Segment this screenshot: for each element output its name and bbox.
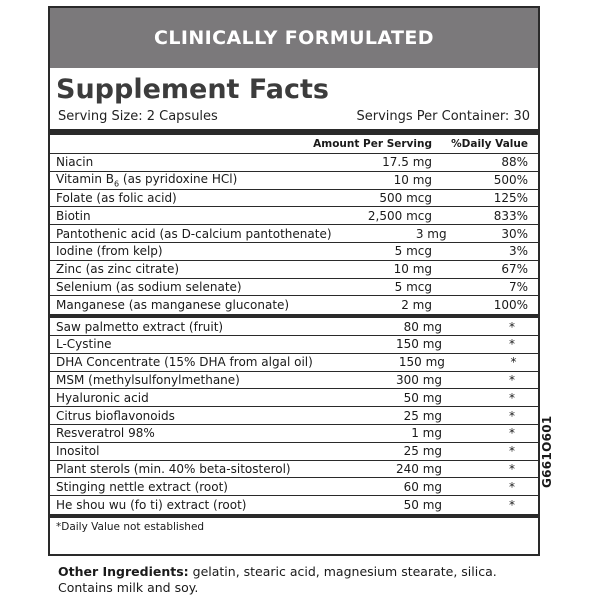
table-row: [50, 207, 538, 225]
other-ingredients-label: Other Ingredients:: [58, 564, 189, 579]
daily-value: *: [510, 355, 517, 370]
table-row: [50, 225, 538, 243]
nutrient-name: Plant sterols (min. 40% beta-sitosterol): [56, 461, 291, 476]
amount-value: 10 mg: [393, 262, 432, 277]
amount-value: 17.5 mg: [382, 155, 432, 170]
other-ingredients-text: gelatin, stearic acid, magnesium stearate, silica.: [188, 564, 497, 579]
nutrient-name: Inositol: [56, 444, 100, 459]
product-code: G661O601: [540, 415, 554, 488]
amount-value: 25 mg: [403, 444, 442, 459]
amount-value: 25 mg: [403, 408, 442, 423]
serving-size: Serving Size: 2 Capsules: [58, 109, 218, 124]
table-row: [50, 279, 538, 297]
serving-info: [58, 109, 530, 124]
daily-value: *: [509, 444, 515, 459]
daily-value: *: [509, 337, 515, 352]
daily-value: *: [509, 479, 515, 494]
supplement-facts-panel: [48, 6, 540, 556]
daily-value: 833%: [493, 208, 528, 223]
table-row: [50, 354, 538, 372]
panel-title: Supplement Facts: [56, 74, 329, 105]
nutrient-name: Vitamin $B_6$ (as pyridoxine HCl): [56, 172, 238, 189]
amount-header: Amount Per Serving: [313, 138, 432, 150]
dv-header: %Daily Value: [451, 138, 528, 150]
table-row: [50, 496, 538, 514]
amount-value: 150 mg: [398, 355, 445, 370]
footnote: *Daily Value not established: [56, 520, 205, 533]
other-rows: [50, 318, 538, 514]
table-row: [50, 296, 538, 314]
table-row: [50, 407, 538, 425]
daily-value: 125%: [493, 190, 528, 205]
daily-value: 3%: [508, 244, 528, 259]
amount-value: 60 mg: [403, 479, 442, 494]
amount-value: 2,500 mcg: [367, 208, 432, 223]
amount-value: 3 mg: [415, 226, 447, 241]
table-row: [50, 261, 538, 279]
table-row: [50, 389, 538, 407]
daily-value: *: [509, 372, 515, 387]
daily-value: 500%: [493, 173, 528, 188]
daily-value: 88%: [501, 155, 528, 170]
nutrient-name: Pantothenic acid (as D-calcium pantothenate): [56, 226, 332, 241]
nutrient-name: Zinc (as zinc citrate): [56, 262, 180, 277]
daily-value: *: [509, 319, 515, 334]
table-row: [50, 372, 538, 390]
other-ingredients: [58, 564, 497, 596]
column-headers: [50, 135, 538, 154]
table-row: [50, 461, 538, 479]
table-row: [50, 154, 538, 172]
table-row: [50, 243, 538, 261]
daily-value: *: [509, 461, 515, 476]
banner: CLINICALLY FORMULATED: [50, 8, 538, 68]
nutrient-name: Biotin: [56, 208, 91, 223]
amount-value: 240 mg: [395, 461, 442, 476]
daily-value: *: [509, 390, 515, 405]
nutrient-name: He shou wu (fo ti) extract (root): [56, 498, 247, 513]
nutrient-name: Citrus bioflavonoids: [56, 408, 175, 423]
amount-value: 50 mg: [403, 390, 442, 405]
amount-value: 150 mg: [395, 337, 442, 352]
daily-value: *: [509, 408, 515, 423]
amount-value: 50 mg: [403, 498, 442, 513]
nutrient-name: Stinging nettle extract (root): [56, 479, 228, 494]
nutrient-name: Hyaluronic acid: [56, 390, 149, 405]
table-row: [50, 336, 538, 354]
daily-value: *: [509, 426, 515, 441]
nutrient-name: Resveratrol 98%: [56, 426, 155, 441]
nutrient-name: Niacin: [56, 155, 94, 170]
nutrient-name: Iodine (from kelp): [56, 244, 163, 259]
amount-value: 2 mg: [401, 298, 432, 313]
amount-value: 10 mg: [393, 173, 432, 188]
amount-value: 5 mcg: [394, 279, 432, 294]
allergen-statement: Contains milk and soy.: [58, 580, 199, 595]
daily-value: 67%: [501, 262, 528, 277]
vitamin-rows: [50, 154, 538, 314]
nutrient-name: Selenium (as sodium selenate): [56, 279, 242, 294]
nutrient-name: Manganese (as manganese gluconate): [56, 298, 290, 313]
amount-value: 300 mg: [395, 372, 442, 387]
table-row: [50, 172, 538, 190]
nutrient-name: Folate (as folic acid): [56, 190, 177, 205]
amount-value: 1 mg: [411, 426, 442, 441]
table-row: [50, 190, 538, 208]
table-row: [50, 443, 538, 461]
daily-value: 30%: [501, 226, 528, 241]
table-row: [50, 478, 538, 496]
amount-value: 80 mg: [403, 319, 442, 334]
servings-per-container: Servings Per Container: 30: [356, 109, 530, 124]
amount-value: 500 mcg: [379, 190, 432, 205]
amount-value: 5 mcg: [394, 244, 432, 259]
table-row: [50, 425, 538, 443]
daily-value: *: [509, 498, 515, 513]
table-row: [50, 318, 538, 336]
nutrient-name: Saw palmetto extract (fruit): [56, 319, 224, 334]
daily-value: 100%: [493, 298, 528, 313]
nutrient-name: MSM (methylsulfonylmethane): [56, 372, 240, 387]
nutrient-name: DHA Concentrate (15% DHA from algal oil): [56, 355, 313, 370]
nutrient-name: L-Cystine: [56, 337, 112, 352]
daily-value: 7%: [508, 279, 528, 294]
